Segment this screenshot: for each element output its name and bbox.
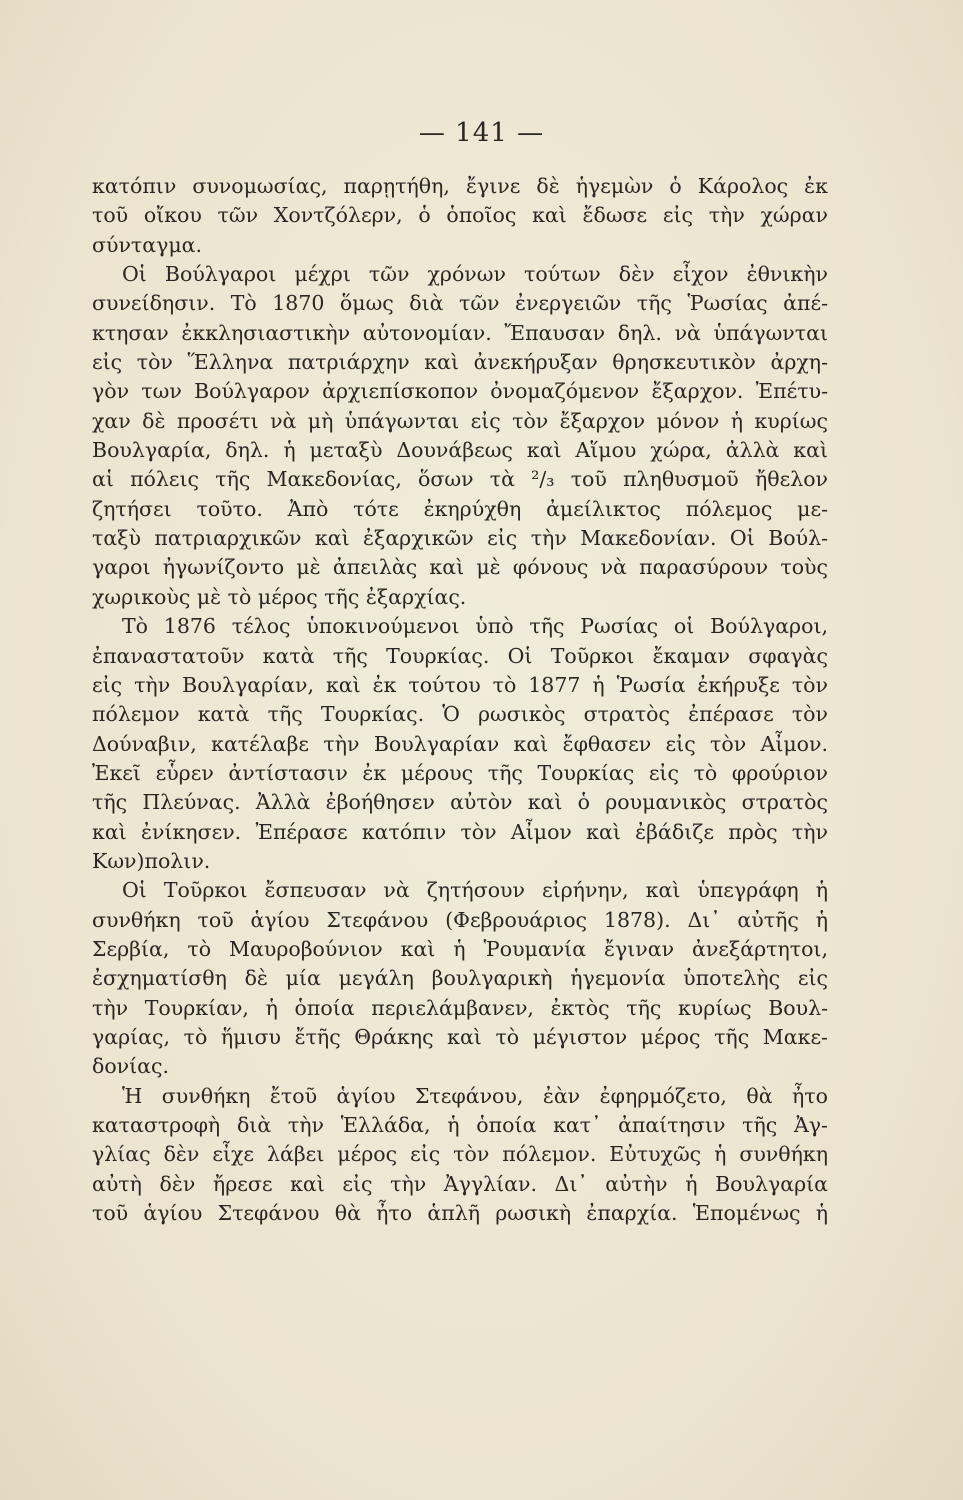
text-line: συνθήκη τοῦ ἁγίου Στεφάνου (Φεβρουάριος 1878). Δι᾽ αὐτῆς ἡ	[92, 907, 828, 932]
text-line: καὶ ἐνίκησεν. Ἐπέρασε κατόπιν τὸν Αἶμον καὶ ἐβάδιζε πρὸς τὴν	[92, 819, 828, 844]
text-line: γλίας δὲν εἶχε λάβει μέρος εἰς τὸν πόλεμον. Εὐτυχῶς ἡ συνθήκη	[92, 1142, 828, 1167]
text-line: καταστροφὴ διὰ τὴν Ἑλλάδα, ἡ ὁποία κατ᾽ ἀπαίτησιν τῆς Ἀγ-	[92, 1113, 828, 1137]
body-text	[92, 172, 828, 1228]
text-line: τοῦ ἁγίου Στεφάνου θὰ ἦτο ἁπλῆ ρωσικὴ ἐπαρχία. Ἑπομένως ἡ	[92, 1201, 828, 1226]
text-line: Τὸ 1876 τέλος ὑποκινούμενοι ὑπὸ τῆς Ρωσίας οἱ Βούλγαροι,	[122, 614, 828, 639]
text-line: Σερβία, τὸ Μαυροβούνιον καὶ ἡ Ῥουμανία ἔγιναν ἀνεξάρτητοι,	[92, 936, 828, 961]
text-line: κτησαν ἐκκλησιαστικὴν αὐτονομίαν. Ἔπαυσαν δηλ. νὰ ὑπάγωνται	[92, 320, 828, 345]
text-line: σύνταγμα.	[92, 232, 203, 257]
text-line: δονίας.	[92, 1054, 170, 1079]
text-line: συνείδησιν. Τὸ 1870 ὅμως διὰ τῶν ἐνεργειῶν τῆς Ῥωσίας ἀπέ-	[92, 291, 828, 316]
text-line: ἐσχηματίσθη δὲ μία μεγάλη βουλγαρικὴ ἡγεμονία ὑποτελὴς εἰς	[92, 966, 828, 991]
text-line: Δούναβιν, κατέλαβε τὴν Βουλγαρίαν καὶ ἔφθασεν εἰς τὸν Αἶμον.	[92, 731, 828, 756]
text-line: εἰς τὴν Βουλγαρίαν, καὶ ἐκ τούτου τὸ 1877 ἡ Ῥωσία ἐκήρυξε τὸν	[92, 672, 828, 697]
text-line: τῆς Πλεύνας. Ἀλλὰ ἐβοήθησεν αὐτὸν καὶ ὁ ρουμανικὸς στρατὸς	[92, 790, 828, 815]
text-line: γαρίας, τὸ ἥμισυ ἔτῆς Θράκης καὶ τὸ μέγιστον μέρος τῆς Μακε-	[92, 1024, 828, 1049]
text-line: γαροι ἠγωνίζοντο μὲ ἀπειλὰς καὶ μὲ φόνους νὰ παρασύρουν τοὺς	[92, 555, 828, 580]
text-line: ἐπαναστατοῦν κατὰ τῆς Τουρκίας. Οἱ Τοῦρκοι ἔκαμαν σφαγὰς	[92, 643, 828, 668]
text-line: Ἡ συνθήκη ἔτοῦ ἁγίου Στεφάνου, ἐὰν ἐφηρμόζετο, θὰ ἦτο	[122, 1083, 828, 1108]
page-number: — 141 —	[418, 118, 545, 148]
text-line: ζητήσει τοῦτο. Ἀπὸ τότε ἐκηρύχθη ἀμείλικτος πόλεμος με-	[92, 496, 828, 521]
text-line: πόλεμον κατὰ τῆς Τουρκίας. Ὁ ρωσικὸς στρατὸς ἐπέρασε τὸν	[92, 702, 828, 727]
text-line: τὴν Τουρκίαν, ἡ ὁποία περιελάμβανεν, ἐκτὸς τῆς κυρίως Βουλ-	[92, 995, 828, 1020]
text-line: τοῦ οἴκου τῶν Χοντζόλερν, ὁ ὁποῖος καὶ ἔδωσε εἰς τὴν χώραν	[92, 203, 828, 228]
text-line: χωρικοὺς μὲ τὸ μέρος τῆς ἐξαρχίας.	[92, 584, 467, 609]
text-line: Βουλγαρία, δηλ. ἡ μεταξὺ Δουνάβεως καὶ Αἵμου χώρα, ἀλλὰ καὶ	[92, 438, 828, 463]
text-line: κατόπιν συνομωσίας, παρῃτήθη, ἔγινε δὲ ἡγεμὼν ὁ Κάρολος ἐκ	[92, 174, 828, 198]
text-line: ταξὺ πατριαρχικῶν καὶ ἐξαρχικῶν εἰς τὴν Μακεδονίαν. Οἱ Βούλ-	[92, 526, 828, 551]
text-line: αἱ πόλεις τῆς Μακεδονίας, ὅσων τὰ ²/₃ τοῦ πληθυσμοῦ ἤθελον	[92, 467, 828, 492]
text-line: εἰς τὸν Ἕλληνα πατριάρχην καὶ ἀνεκήρυξαν θρησκευτικὸν ἀρχη-	[92, 350, 828, 375]
text-line: Κων)πολιν.	[92, 848, 211, 873]
text-line: Οἱ Βούλγαροι μέχρι τῶν χρόνων τούτων δὲν εἶχον ἐθνικὴν	[122, 262, 828, 287]
text-line: γὸν των Βούλγαρον ἀρχιεπίσκοπον ὀνομαζόμενον ἔξαρχον. Ἐπέτυ-	[92, 379, 828, 404]
text-line: Ἐκεῖ εὗρεν ἀντίστασιν ἐκ μέρους τῆς Τουρκίας εἰς τὸ φρούριον	[92, 760, 828, 785]
text-line: χαν δὲ προσέτι νὰ μὴ ὑπάγωνται εἰς τὸν ἔξαρχον μόνον ἡ κυρίως	[92, 408, 828, 433]
text-line: αὐτὴ δὲν ἤρεσε καὶ εἰς τὴν Ἀγγλίαν. Δι᾽ αὐτὴν ἡ Βουλγαρία	[92, 1171, 828, 1196]
text-line: Οἱ Τοῦρκοι ἔσπευσαν νὰ ζητήσουν εἰρήνην, καὶ ὑπεγράφη ἡ	[122, 878, 828, 903]
